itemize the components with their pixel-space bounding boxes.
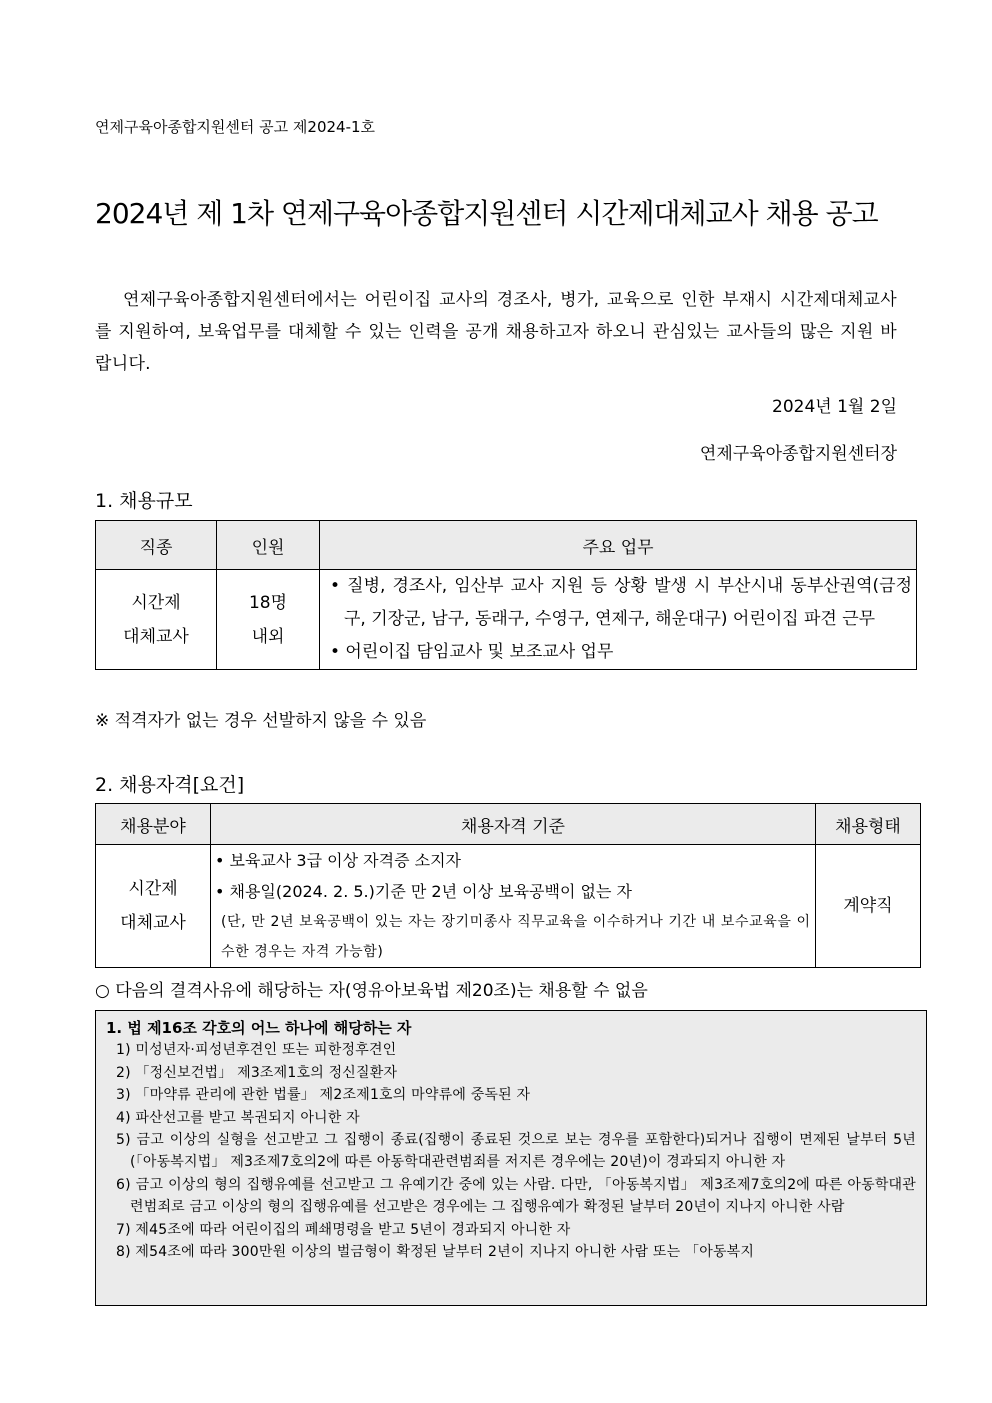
list-item: 5) 금고 이상의 실형을 선고받고 그 집행이 종료(집행이 종료된 것으로 보는 경우를 포함한다)되거나 집행이 면제된 날부터 5년(「아동복지법」 제3조제7호의2에 따른 아동학대관련범죄를 저지른 경우에는 20년)이 경과되지 아니한 자 <box>116 1132 916 1171</box>
header-duties: 주요 업무 <box>320 521 917 570</box>
criteria-exception: (단, 만 2년 보육공백이 있는 자는 장기미종사 직무교육을 이수하거나 기간 내 보수교육을 이수한 경우는 자격 가능함) <box>221 914 811 960</box>
disqualification-notice: ○ 다음의 결격사유에 해당하는 자(영유아보육법 제20조)는 채용할 수 없음 <box>95 981 648 1001</box>
list-item: 6) 금고 이상의 형의 집행유예를 선고받고 그 유예기간 중에 있는 사람. 다만, 「아동복지법」 제3조제7호의2에 따른 아동학대관련범죄로 금고 이상의 형의 집행유예를 선고받은 경우에는 그 집행유예가 확정된 날부터 20년이 지나지 아니한 사람 <box>116 1176 916 1216</box>
criteria-item: • 채용일(2024. 2. 5.)기준 만 2년 이상 보육공백이 없는 자 <box>215 882 632 901</box>
document-number: 연제구육아종합지원센터 공고 제2024-1호 <box>95 118 376 136</box>
disqualification-title: 1. 법 제16조 각호의 어느 하나에 해당하는 자 <box>106 1019 412 1037</box>
section1-heading: 1. 채용규모 <box>95 490 193 512</box>
header-employment-type: 채용형태 <box>816 804 921 845</box>
list-item: 1) 미성년자·피성년후견인 또는 피한정후견인 <box>116 1042 397 1059</box>
table-header-row <box>96 804 921 845</box>
criteria-cell <box>211 845 816 968</box>
job-type-cell <box>96 570 217 670</box>
duties-cell <box>320 570 917 670</box>
field-cell <box>96 845 211 968</box>
list-item: 8) 제54조에 따라 300만원 이상의 벌금형이 확정된 날부터 2년이 지나지 아니한 사람 또는 「아동복지 <box>116 1244 755 1261</box>
table-row <box>96 570 917 670</box>
job-type-line2: 대체교사 <box>123 626 189 647</box>
list-item: 4) 파산선고를 받고 복권되지 아니한 자 <box>116 1109 360 1126</box>
duty-item: • 어린이집 담임교사 및 보조교사 업무 <box>330 642 614 662</box>
table-header-row <box>96 521 917 570</box>
count-line2: 내외 <box>251 626 285 647</box>
header-count: 인원 <box>217 521 320 570</box>
qualification-table <box>95 803 921 968</box>
table-row <box>96 845 921 968</box>
announcement-date: 2024년 1월 2일 <box>772 397 897 417</box>
header-criteria: 채용자격 기준 <box>211 804 816 845</box>
field-line1: 시간제 <box>128 879 178 899</box>
job-type-line1: 시간제 <box>131 592 181 613</box>
list-item: 3) 「마약류 관리에 관한 법률」 제2조제1호의 마약류에 중독된 자 <box>116 1087 531 1104</box>
header-field: 채용분야 <box>96 804 211 845</box>
issuer: 연제구육아종합지원센터장 <box>699 444 897 464</box>
list-item: 7) 제45조에 따라 어린이집의 폐쇄명령을 받고 5년이 경과되지 아니한 자 <box>116 1221 571 1238</box>
count-cell <box>217 570 320 670</box>
field-line2: 대체교사 <box>120 913 186 933</box>
list-item: 2) 「정신보건법」 제3조제1호의 정신질환자 <box>116 1064 398 1081</box>
count-line1: 18명 <box>248 592 288 613</box>
employment-type-cell: 계약직 <box>816 845 921 968</box>
duty-item: • 질병, 경조사, 임산부 교사 지원 등 상황 발생 시 부산시내 동부산권역(금정구, 기장군, 남구, 동래구, 수영구, 연제구, 해운대구) 어린이집 파견 근무 <box>330 576 912 629</box>
section2-heading: 2. 채용자격[요건] <box>95 774 245 796</box>
page-title: 2024년 제 1차 연제구육아종합지원센터 시간제대체교사 채용 공고 <box>95 197 878 230</box>
criteria-item: • 보육교사 3급 이상 자격증 소지자 <box>215 851 461 870</box>
disqualification-box <box>95 1010 927 1306</box>
header-job-type: 직종 <box>96 521 217 570</box>
intro-text: 연제구육아종합지원센터에서는 어린이집 교사의 경조사, 병가, 교육으로 인한 부재시 시간제대체교사를 지원하여, 보육업무를 대체할 수 있는 인력을 공개 채용하고자 하오니 관심있는 교사들의 많은 지원 바랍니다. <box>95 290 897 374</box>
intro-paragraph <box>95 284 897 380</box>
recruitment-scale-table <box>95 520 917 670</box>
selection-note: ※ 적격자가 없는 경우 선발하지 않을 수 있음 <box>95 711 427 731</box>
